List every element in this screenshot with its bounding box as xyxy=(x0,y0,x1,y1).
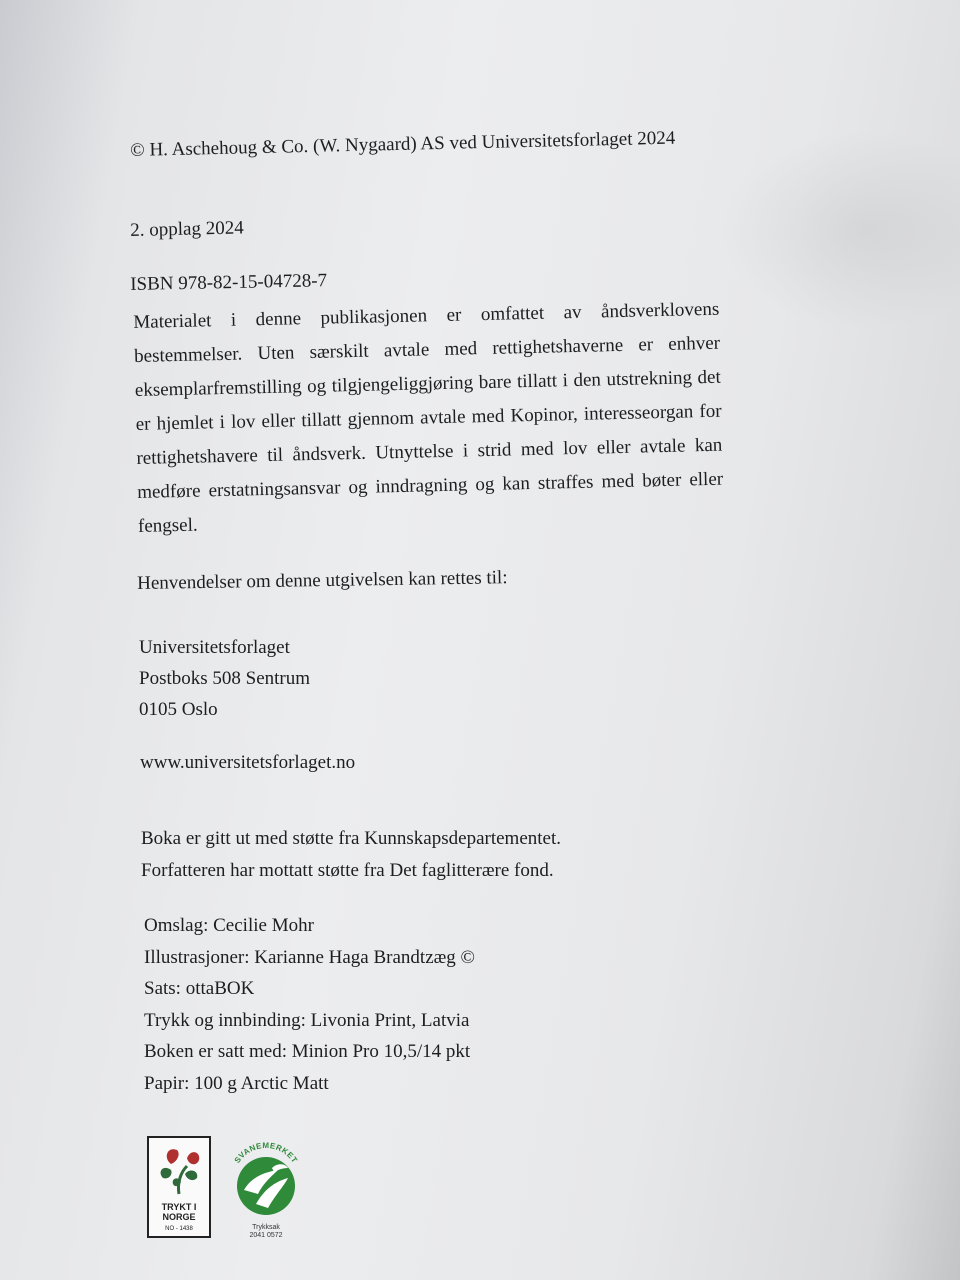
credit-typeface: Boken er satt med: Minion Pro 10,5/14 pkt xyxy=(144,1041,471,1062)
svane-arc-text: SVANEMERKET xyxy=(232,1140,300,1165)
publisher-address xyxy=(139,632,310,725)
trykt-number: NO - 1438 xyxy=(165,1226,193,1232)
svanemerket-logo xyxy=(222,1128,310,1244)
trykt-label xyxy=(149,1202,209,1222)
svane-label xyxy=(222,1224,310,1240)
show-through-shadow xyxy=(720,130,960,330)
trykt-i-norge-logo xyxy=(147,1136,211,1238)
edition-line: 2. opplag 2024 xyxy=(130,217,244,241)
credit-printing: Trykk og innbinding: Livonia Print, Latvia xyxy=(144,1009,470,1031)
credit-typesetting: Sats: ottaBOK xyxy=(144,978,255,999)
svane-number-line: 2041 0572 xyxy=(249,1232,283,1239)
svane-label-line: Trykksak xyxy=(252,1224,280,1231)
support-block xyxy=(141,823,561,887)
address-city: 0105 Oslo xyxy=(139,699,218,720)
address-name: Universitetsforlaget xyxy=(139,637,290,658)
copyright-line: © H. Aschehoug & Co. (W. Nygaard) AS ved Universitetsforlaget 2024 xyxy=(130,127,676,161)
address-street: Postboks 508 Sentrum xyxy=(139,668,311,689)
support-line-1: Boka er gitt ut med støtte fra Kunnskapsdepartementet. xyxy=(141,828,561,849)
support-line-2: Forfatteren har mottatt støtte fra Det faglitterære fond. xyxy=(141,860,554,881)
trykt-label-line-2: NORGE xyxy=(162,1212,196,1222)
isbn-line: ISBN 978-82-15-04728-7 xyxy=(130,270,328,295)
trykt-label-line-1: TRYKT I xyxy=(161,1202,197,1212)
rights-paragraph: Materialet i denne publikasjonen er omfattet av åndsverklovens bestemmelser. Uten særskilt avtale med rettighetshaverne er enhver eksemplarfremstilling og tilgjengeliggjøring bare tillatt i den utstrekning det er hjemlet i lov eller tillatt gjennom avtale med Kopinor, interesseorgan for rettighetshavere til åndsverk. Utnyttelse i strid med lov eller avtale kan medføre erstatningsansvar og inndragning og kan straffes med bøter eller fengsel. xyxy=(133,298,724,537)
credit-cover: Omslag: Cecilie Mohr xyxy=(144,915,314,936)
inquiries-line: Henvendelser om denne utgivelsen kan rettes til: xyxy=(137,567,508,594)
credit-illustrations: Illustrasjoner: Karianne Haga Brandtzæg © xyxy=(144,946,475,968)
credits-block xyxy=(144,910,475,1099)
credit-paper: Papir: 100 g Arctic Matt xyxy=(144,1072,329,1094)
trykt-i-norge-leaf-icon xyxy=(157,1144,203,1196)
nordic-swan-ecolabel-icon xyxy=(222,1128,310,1224)
website-line: www.universitetsforlaget.no xyxy=(140,752,356,773)
